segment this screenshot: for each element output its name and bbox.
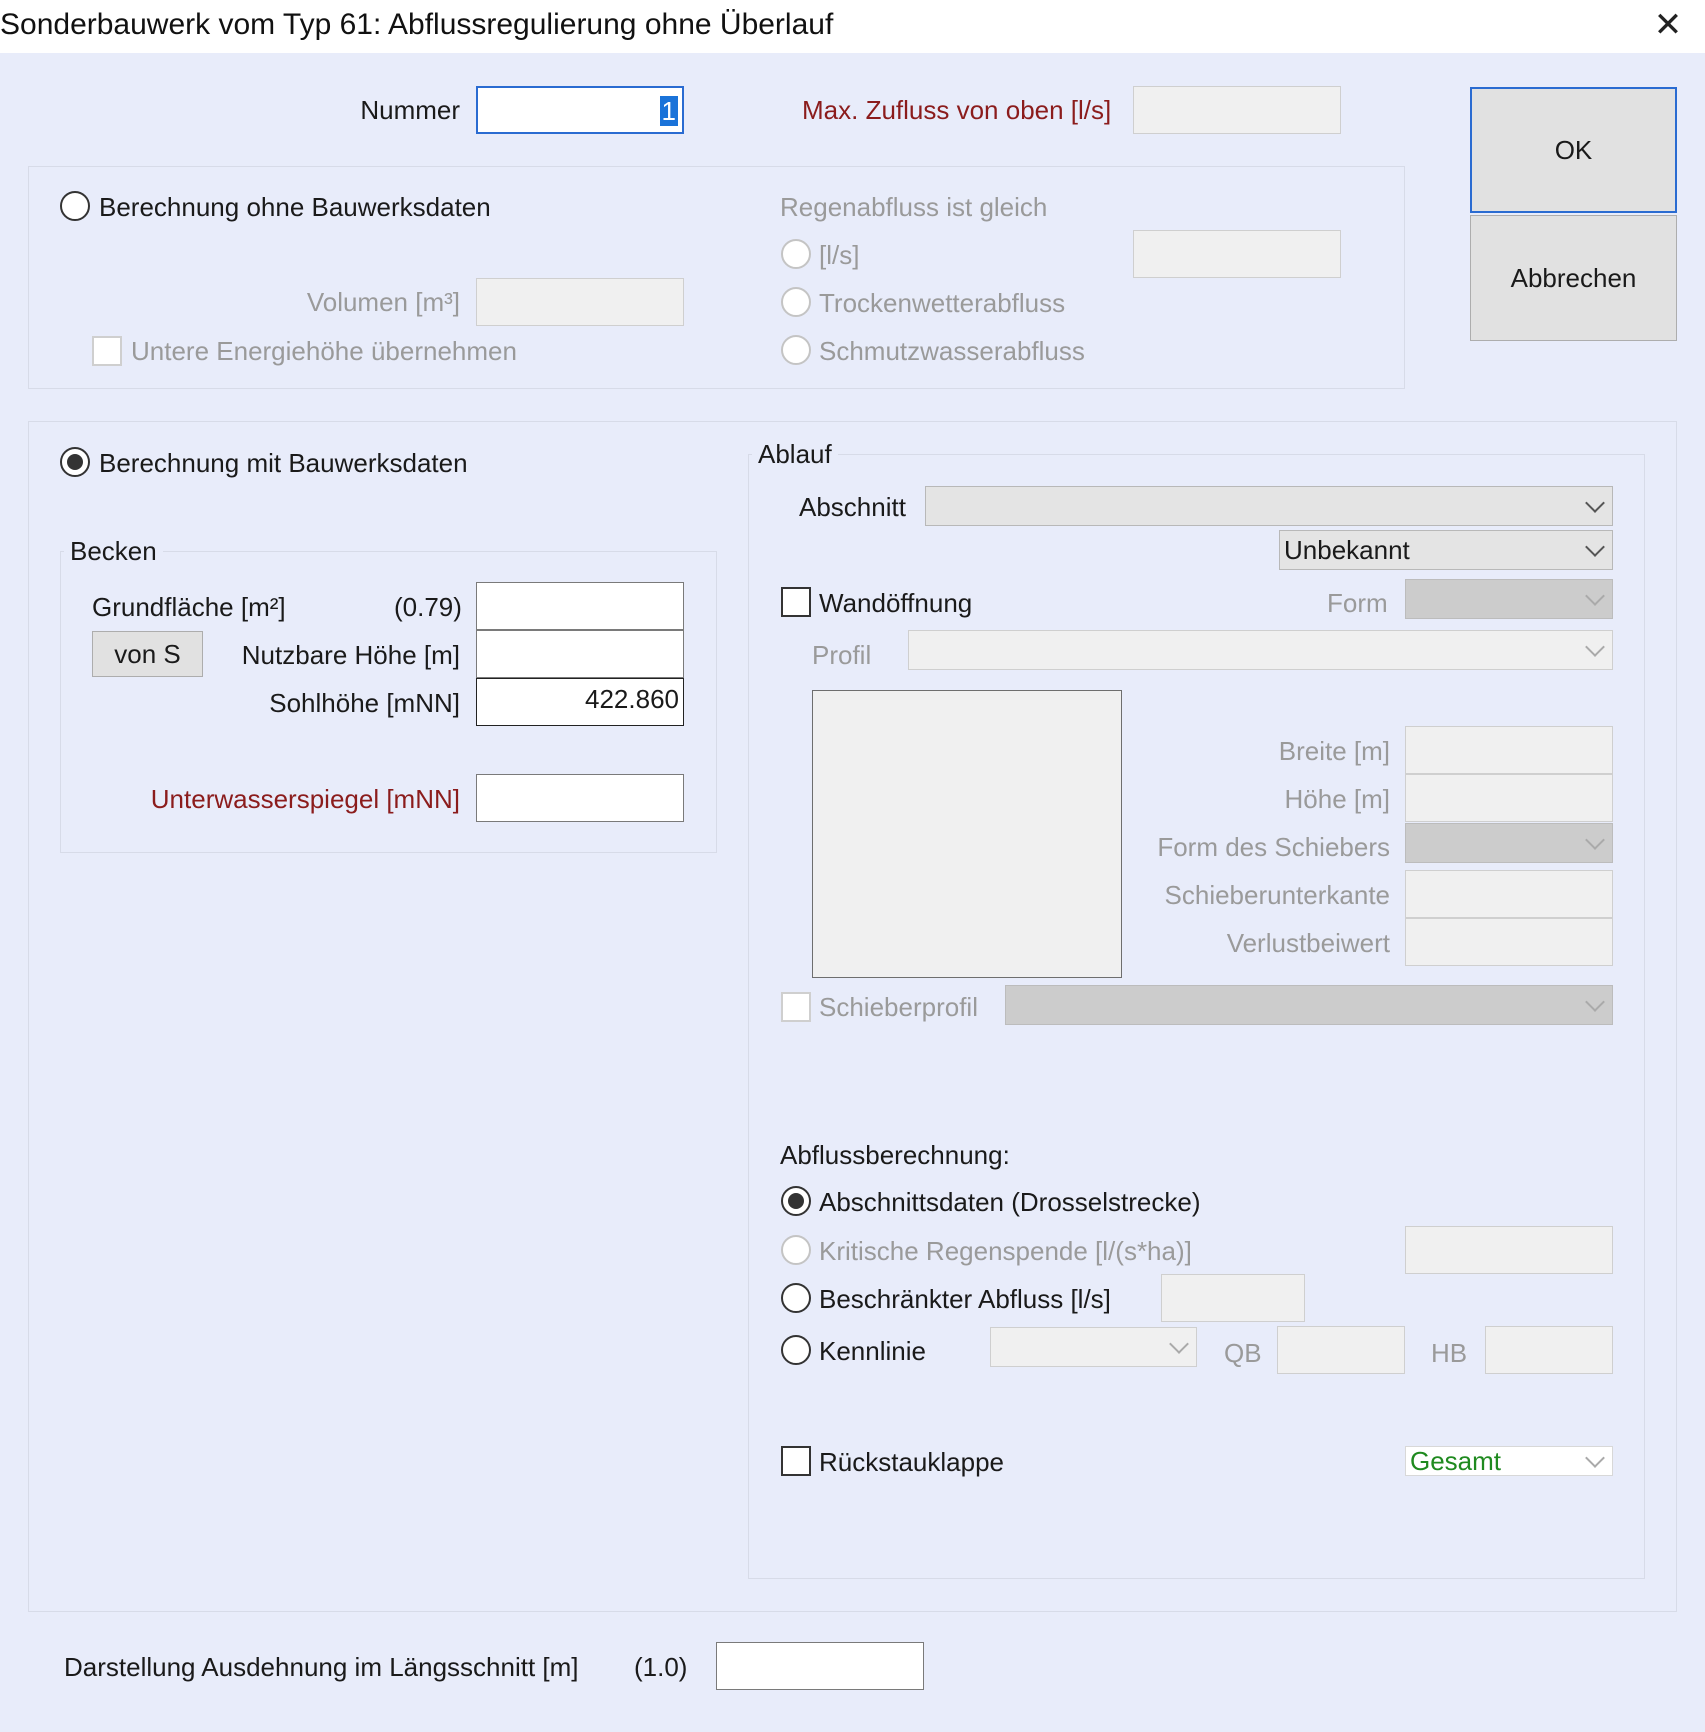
nutzbare-hoehe-label: Nutzbare Höhe [m] xyxy=(241,640,460,670)
qb-input[interactable] xyxy=(1277,1326,1405,1374)
schieberprofil-select[interactable] xyxy=(1005,985,1613,1025)
abschnittsdaten-label: Abschnittsdaten (Drosselstrecke) xyxy=(819,1187,1201,1217)
grundflaeche-label: Grundfläche [m²] xyxy=(92,592,286,622)
abbrechen-button[interactable]: Abbrechen xyxy=(1470,215,1677,341)
gesamt-select[interactable] xyxy=(1405,1446,1613,1476)
schieberprofil-label: Schieberprofil xyxy=(819,992,978,1022)
rueckstauklappe-checkbox[interactable] xyxy=(781,1446,811,1476)
beschraenkter-abfluss-radio[interactable] xyxy=(781,1283,811,1313)
unbekannt-select[interactable] xyxy=(1279,530,1613,570)
window-title: Sonderbauwerk vom Typ 61: Abflussregulierung ohne Überlauf xyxy=(0,8,834,41)
schmutzwasser-radio[interactable] xyxy=(781,335,811,365)
schmutzwasser-label: Schmutzwasserabfluss xyxy=(819,336,1085,366)
form-label: Form xyxy=(1327,588,1388,618)
max-zufluss-label: Max. Zufluss von oben [l/s] xyxy=(802,95,1112,125)
schieberform-label: Form des Schiebers xyxy=(1157,832,1390,862)
unterwasserspiegel-input[interactable] xyxy=(476,774,684,822)
nummer-value: 1 xyxy=(661,96,676,126)
ls-label: [l/s] xyxy=(819,240,860,270)
breite-label: Breite [m] xyxy=(1278,736,1390,766)
nummer-input[interactable] xyxy=(476,86,684,134)
wandoeffnung-label: Wandöffnung xyxy=(819,588,973,618)
unterwasserspiegel-label: Unterwasserspiegel [mNN] xyxy=(150,784,460,814)
trockenwetter-radio[interactable] xyxy=(781,287,811,317)
unbekannt-value: Unbekannt xyxy=(1284,535,1410,565)
hb-input[interactable] xyxy=(1485,1326,1613,1374)
hoehe-label: Höhe [m] xyxy=(1284,784,1390,814)
ls-input[interactable] xyxy=(1133,230,1341,278)
chevron-down-icon xyxy=(1585,1448,1605,1468)
wandoeffnung-checkbox[interactable] xyxy=(781,587,811,617)
form-select[interactable] xyxy=(1405,579,1613,619)
abschnittsdaten-radio[interactable] xyxy=(781,1186,811,1216)
regenabfluss-label: Regenabfluss ist gleich xyxy=(780,192,1048,222)
ohne-bauwerksdaten-radio[interactable] xyxy=(60,191,90,221)
chevron-down-icon xyxy=(1585,637,1605,657)
ls-radio[interactable] xyxy=(781,239,811,269)
abflussberechnung-label: Abflussberechnung: xyxy=(780,1140,1010,1170)
becken-label: Becken xyxy=(64,534,163,568)
hb-label: HB xyxy=(1431,1338,1468,1368)
schieberform-select[interactable] xyxy=(1405,823,1613,863)
darstellung-hint: (1.0) xyxy=(634,1652,688,1682)
kritische-regenspende-radio[interactable] xyxy=(781,1235,811,1265)
mit-bauwerksdaten-label: Berechnung mit Bauwerksdaten xyxy=(99,448,468,478)
kennlinie-radio[interactable] xyxy=(781,1335,811,1365)
qb-label: QB xyxy=(1224,1338,1262,1368)
von-s-button[interactable]: von S xyxy=(92,631,203,677)
nummer-label: Nummer xyxy=(360,95,460,125)
breite-input[interactable] xyxy=(1405,726,1613,774)
energiehoehe-checkbox[interactable] xyxy=(92,336,122,366)
volumen-input[interactable] xyxy=(476,278,684,326)
energiehoehe-label: Untere Energiehöhe übernehmen xyxy=(131,336,517,366)
trockenwetter-label: Trockenwetterabfluss xyxy=(819,288,1066,318)
schieberunterkante-label: Schieberunterkante xyxy=(1164,880,1390,910)
kennlinie-label: Kennlinie xyxy=(819,1336,926,1366)
darstellung-label: Darstellung Ausdehnung im Längsschnitt [m] xyxy=(64,1652,579,1682)
ok-button[interactable]: OK xyxy=(1470,87,1677,213)
verlustbeiwert-input[interactable] xyxy=(1405,918,1613,966)
chevron-down-icon xyxy=(1585,992,1605,1012)
ohne-bauwerksdaten-label: Berechnung ohne Bauwerksdaten xyxy=(99,192,491,222)
sohlhoehe-label: Sohlhöhe [mNN] xyxy=(269,688,460,718)
schieberprofil-checkbox[interactable] xyxy=(781,992,811,1022)
close-icon[interactable]: ✕ xyxy=(1653,6,1683,44)
kritische-regenspende-label: Kritische Regenspende [l/(s*ha)] xyxy=(819,1236,1192,1266)
beschraenkter-abfluss-label: Beschränkter Abfluss [l/s] xyxy=(819,1284,1111,1314)
chevron-down-icon xyxy=(1585,537,1605,557)
ablauf-label: Ablauf xyxy=(752,437,838,471)
verlustbeiwert-label: Verlustbeiwert xyxy=(1226,928,1390,958)
darstellung-input[interactable] xyxy=(716,1642,924,1690)
nutzbare-hoehe-input[interactable] xyxy=(476,630,684,678)
hoehe-input[interactable] xyxy=(1405,774,1613,822)
kennlinie-select[interactable] xyxy=(990,1327,1197,1367)
volumen-label: Volumen [m³] xyxy=(306,287,460,317)
gesamt-value: Gesamt xyxy=(1410,1446,1502,1476)
kritische-regenspende-input[interactable] xyxy=(1405,1226,1613,1274)
sohlhoehe-input[interactable]: 422.860 xyxy=(476,678,684,726)
chevron-down-icon xyxy=(1585,586,1605,606)
rueckstauklappe-label: Rückstauklappe xyxy=(819,1447,1004,1477)
grundflaeche-input[interactable] xyxy=(476,582,684,630)
profile-preview xyxy=(812,690,1122,978)
abschnitt-label: Abschnitt xyxy=(799,492,906,522)
abschnitt-select[interactable] xyxy=(925,486,1613,526)
mit-bauwerksdaten-radio[interactable] xyxy=(60,447,90,477)
chevron-down-icon xyxy=(1585,493,1605,513)
max-zufluss-input[interactable] xyxy=(1133,86,1341,134)
chevron-down-icon xyxy=(1585,830,1605,850)
schieberunterkante-input[interactable] xyxy=(1405,870,1613,918)
profil-select[interactable] xyxy=(908,630,1613,670)
beschraenkter-abfluss-input[interactable] xyxy=(1161,1274,1305,1322)
profil-label: Profil xyxy=(812,640,872,670)
grundflaeche-hint: (0.79) xyxy=(394,592,462,622)
chevron-down-icon xyxy=(1169,1334,1189,1354)
